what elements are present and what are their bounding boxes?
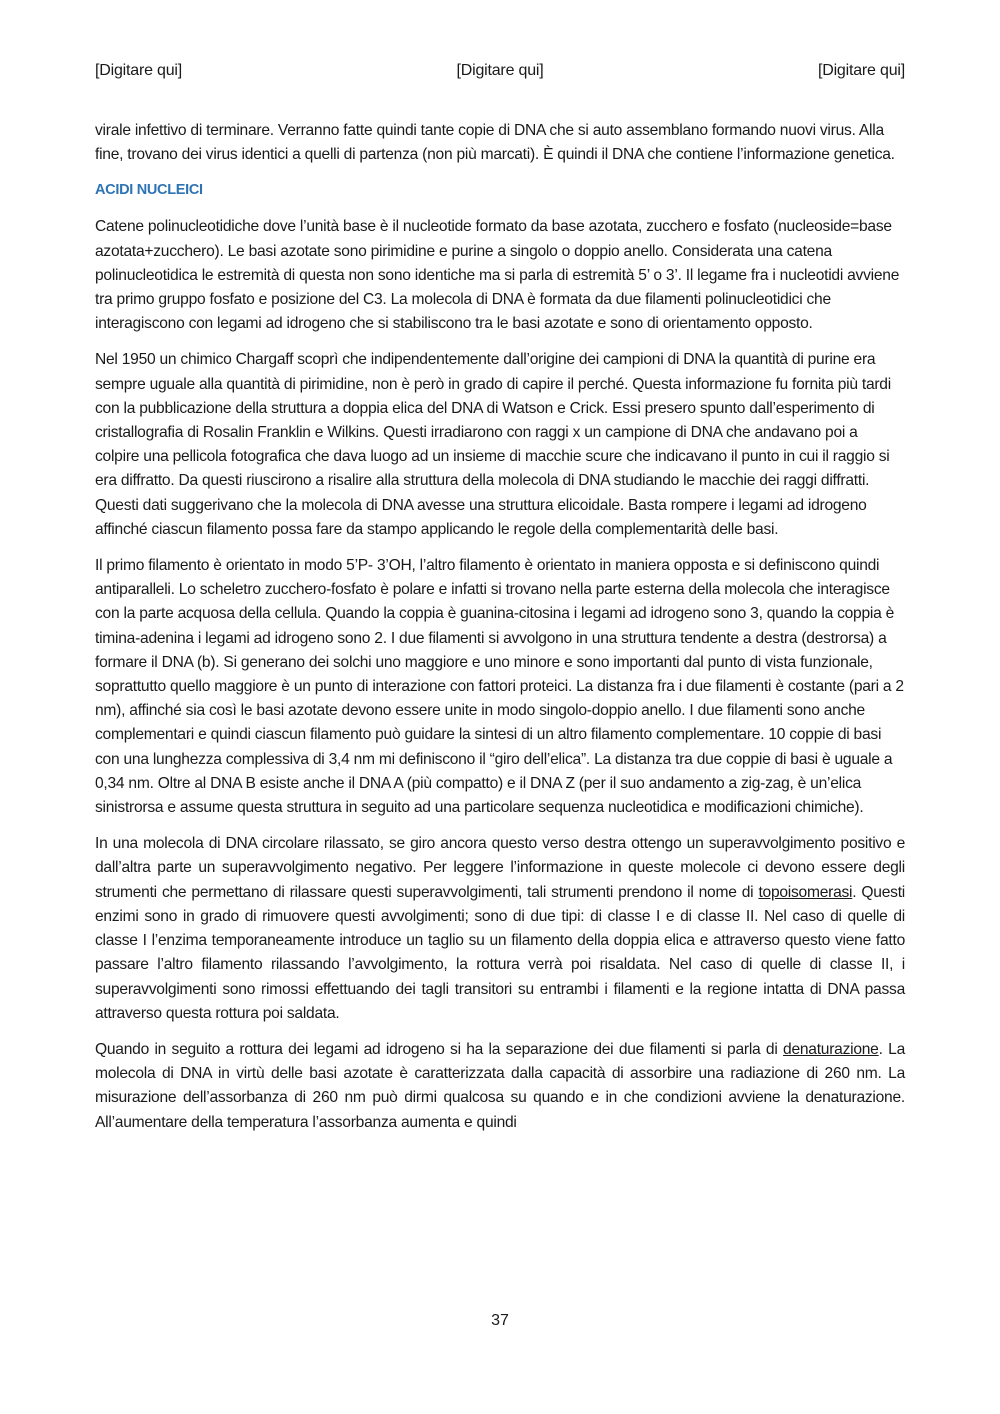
paragraph-denaturation [95,1038,905,1135]
header-left-placeholder[interactable]: [Digitare qui] [95,62,183,79]
document-page [95,0,905,1414]
header-right-placeholder[interactable]: [Digitare qui] [817,62,905,79]
paragraph-denaturation-text-end: . La molecola di DNA in virtù delle basi azotate è caratterizzata dalla capacità di assorbire una radiazione di 260 nm. La misurazione dell’assorbanza di 260 nm può dirmi qualcosa su quando e in che condizioni avviene la denaturazione. All’aumentare della temperatura l’assorbanza aumenta e quindi [95,1040,905,1131]
term-denaturazione: denaturazione [783,1040,879,1058]
paragraph-topoisomerases [95,832,905,1026]
header-center-placeholder[interactable]: [Digitare qui] [456,62,544,79]
page-header [95,60,905,84]
paragraph-denaturation-text-start: Quando in seguito a rottura dei legami ad idrogeno si ha la separazione dei due filamenti si parla di [95,1040,784,1058]
paragraph-antiparallel: Il primo filamento è orientato in modo 5’P- 3’OH, l’altro filamento è orientato in maniera opposta e si definiscono quindi antiparalleli. Lo scheletro zucchero-fosfato è polare e infatti si trovano nella parte esterna della molecola che interagisce con la parte acquosa della cellula. Quando la coppia è guanina-citosina i legami ad idrogeno sono 3, quando la coppia è timina-adenina i legami ad idrogeno sono 2. I due filamenti si avvolgono in una struttura tendente a destra (destrorsa) a formare il DNA (b). Si generano dei solchi uno maggiore e uno minore e sono importanti dal punto di vista funzionale, soprattutto quello maggiore è un punto di interazione con fattori proteici. La distanza fra i due filamenti è costante (pari a 2 nm), affinché sia così le basi azotate devono essere unite in modo singolo-doppio anello. I due filamenti sono anche complementari e quindi ciascun filamento può guidare la sintesi di un altro filamento complementare. 10 coppie di basi con una lunghezza complessiva di 3,4 nm mi definiscono il “giro dell’elica”. La distanza tra due coppie di basi è uguale a 0,34 nm. Oltre al DNA B esiste anche il DNA A (più compatto) e il DNA Z (per il suo andamento a zig-zag, è un’elica sinistrorsa e assume questa struttura in seguito ad una particolare sequenza nucleotidica e modificazioni chimiche). [95,557,904,817]
page-number: 37 [491,1312,509,1329]
paragraph-topoisomerases-text-end: . Questi enzimi sono in grado di rimuovere questi avvolgimenti; sono di due tipi: di classe I e di classe II. Nel caso di quelle di classe I l’enzima temporaneamente introduce un taglio su un filamento della doppia elica e attraverso questo viene fatto passare l’altro filamento rilassando l’avvolgimento, la rottura verrà poi risaldata. Nel caso di quelle di classe II, i superavvolgimenti sono rimossi effettuando dei tagli transitori su entrambi i filamenti e la regione intatta di DNA passa attraverso questa rottura poi saldata. [95,883,905,1022]
intro-paragraph: virale infettivo di terminare. Verranno fatte quindi tante copie di DNA che si auto assemblano formando nuovi virus. Alla fine, trovano dei virus identici a quelli di partenza (non più marcati). È quindi il DNA che contiene l’informazione genetica. [95,122,895,164]
term-topoisomerasi: topoisomerasi [758,883,853,901]
document-body [95,119,905,1147]
section-heading: ACIDI NUCLEICI [95,182,203,199]
paragraph-chargaff: Nel 1950 un chimico Chargaff scoprì che indipendentemente dall’origine dei campioni di DNA la quantità di purine era sempre uguale alla quantità di pirimidine, non è però in grado di capire il perché. Questa informazione fu fornita più tardi con la pubblicazione della struttura a doppia elica del DNA di Watson e Crick. Essi presero spunto dall’esperimento di cristallografia di Rosalin Franklin e Wilkins. Questi irradiarono con raggi x un campione di DNA che andavano poi a colpire una pellicola fotografica che dava luogo ad un insieme di macchie scure che indicavano il punto in cui il raggio si era diffratto. Da questi riuscirono a risalire alla struttura della molecola di DNA studiando le macchie dei raggi diffratti. Questi dati suggerivano che la molecola di DNA avesse una struttura elicoidale. Basta rompere i legami ad idrogeno affinché ciascun filamento possa fare da stampo applicando le regole della complementarità delle basi. [95,351,891,538]
paragraph-nucleotides: Catene polinucleotidiche dove l’unità base è il nucleotide formato da base azotata, zucchero e fosfato (nucleoside=base azotata+zucchero). Le basi azotate sono pirimidine e purine a singolo o doppio anello. Considerata una catena polinucleotidica le estremità di questa non sono identiche ma si parla di estremità 5’ o 3’. Il legame fra i nucleotidi avviene tra primo gruppo fosfato e posizione del C3. La molecola di DNA è formata da due filamenti polinucleotidici che interagiscono con legami ad idrogeno che si stabiliscono tra le basi azotate e sono di orientamento opposto. [95,218,900,333]
paragraph-topoisomerases-text-start: In una molecola di DNA circolare rilassato, se giro ancora questo verso destra ottengo un superavvolgimento positivo e dall’altra parte un superavvolgimento negativo. Per leggere l’informazione in queste molecole ci devono essere degli strumenti che permettano di rilassare questi superavvolgimenti, tali strumenti prendono il nome di [95,835,905,901]
